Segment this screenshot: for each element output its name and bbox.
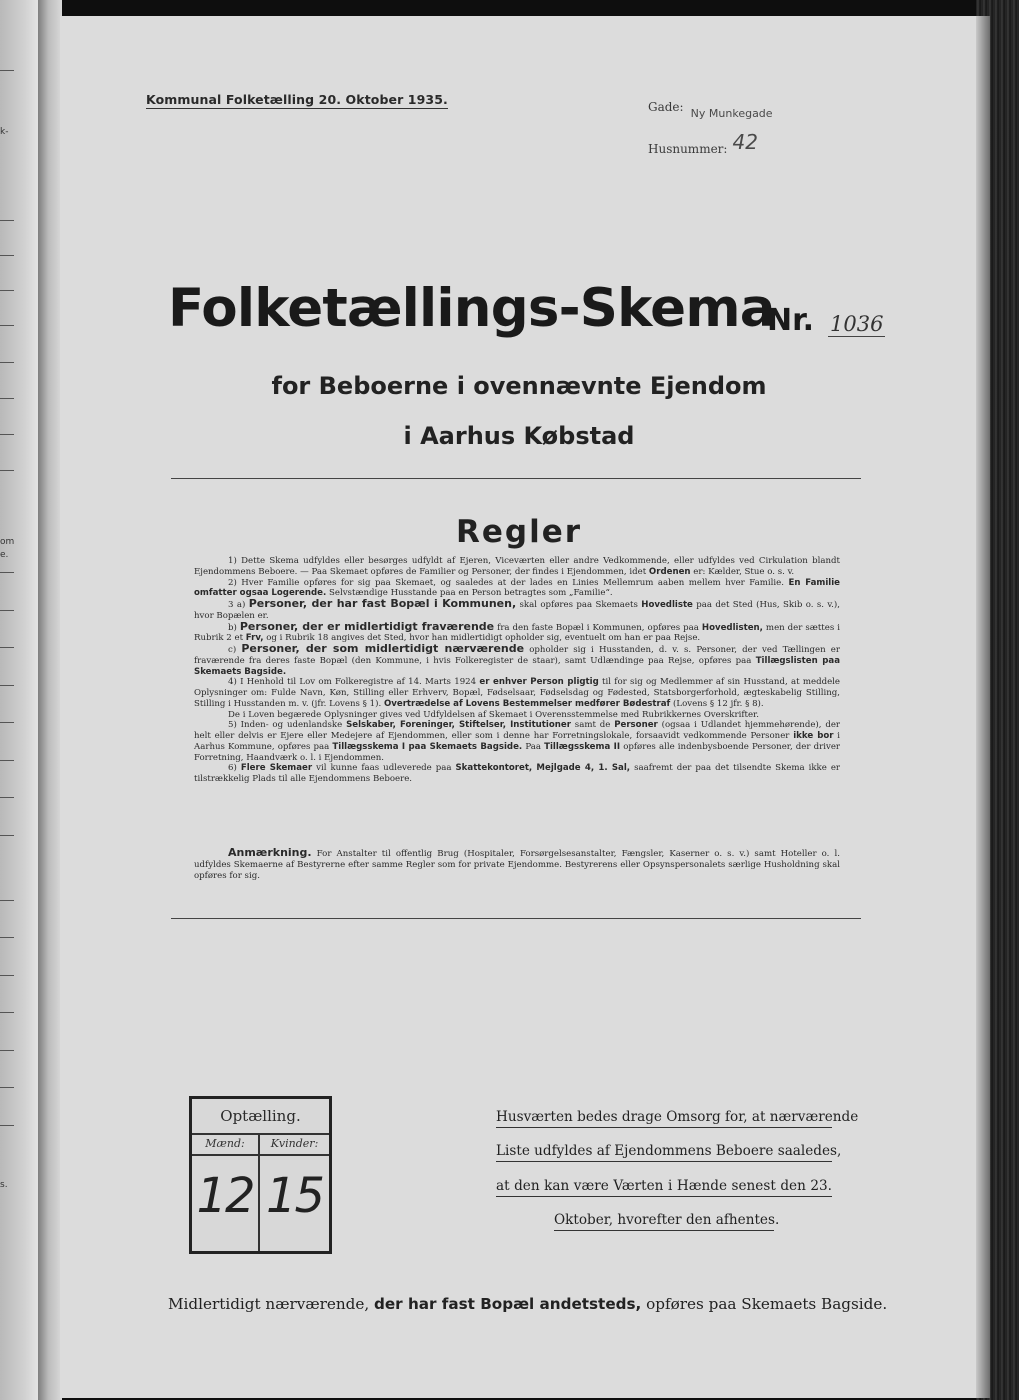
ruling-mark: [0, 975, 14, 976]
page-fragment-text: s.: [0, 1180, 8, 1190]
divider-top: [171, 478, 861, 479]
footer-part-1: Midlertidigt nærværende,: [168, 1295, 370, 1313]
count-box: [189, 1096, 332, 1254]
page-edge-sliver: [976, 16, 990, 1398]
remark-paragraph: [194, 848, 840, 881]
ruling-mark: [0, 937, 14, 938]
rule-4: 4) I Henhold til Lov om Folkeregistre af 14. Marts 1924 er enhver Person pligtig til for sig og Medlemmer af sin Husstand, at meddele Oplysninger om: Fulde Navn, Køn, Stilling eller Erhverv, Bopæl, Fødselsaar, Fødselsdag og Fødested, Statsborgerforhold, ægteskabelig Stilling, Stilling i Husstanden m. v. (jfr. Lovens § 1). Overtrædelse af Lovens Bestemmelser medfører Bødestraf (Lovens § 12 jfr. § 8).: [194, 677, 841, 709]
form-subtitle-2: i Aarhus Købstad: [403, 422, 635, 450]
men-count: 12: [196, 1168, 254, 1224]
house-number-value: 42: [732, 130, 758, 154]
rule-4-continued: De i Loven begærede Oplysninger gives ved Udfyldelsen af Skemaet i Overensstemmelse med Rubrikkernes Overskrifter.: [228, 709, 759, 720]
previous-page-edge: [0, 0, 38, 1400]
women-count: 15: [265, 1168, 324, 1224]
footer-part-2: der har fast Bopæl andetsteds,: [374, 1295, 642, 1313]
ruling-mark: [0, 797, 14, 798]
rule-1: 1) Dette Skema udfyldes eller besørges udfyldt af Ejeren, Viceværten eller andre Vedkommende, eller udfyldes ved Cirkulation blandt Ejendommens Beboere. — Paa Skemaet opføres de Familier og Personer, der findes i Ejendommen, idet Ordenen er: Kælder, Stue o. s. v.: [194, 556, 840, 577]
street-value: Ny Munkegade: [690, 107, 773, 120]
street-label: Gade:: [648, 100, 684, 114]
ruling-mark: [0, 1050, 14, 1051]
rule-3a: 3 a) Personer, der har fast Bopæl i Kommunen, skal opføres paa Skemaets Hovedliste paa det Sted (Hus, Skib o. s. v.), hvor Bopælen er.: [194, 597, 840, 621]
book-page-edges: [976, 0, 1019, 1400]
instruction-line-2: Liste udfyldes af Ejendommens Beboere saaledes,: [496, 1143, 832, 1162]
page-fragment-text: om: [0, 537, 15, 547]
street-field: [648, 96, 773, 120]
footer-part-3: opføres paa Skemaets Bagside.: [646, 1295, 888, 1313]
rule-3c: c) Personer, der som midlertidigt nærværende opholder sig i Husstanden, d. v. s. Personer, der ved Tællingen er fraværende fra deres faste Bopæl (den Kommune, i hvis Folkeregister de staar), samt Udlændinge paa Rejse, opføres paa Tillægslisten paa Skemaets Bagside.: [194, 642, 840, 677]
ruling-mark: [0, 325, 14, 326]
form-title: Folketællings-Skema: [168, 278, 775, 339]
instruction-line-4: Oktober, hvorefter den afhentes.: [554, 1212, 774, 1231]
ruling-mark: [0, 647, 14, 648]
rule-2: 2) Hver Familie opføres for sig paa Skemaet, og saaledes at der lades en Linies Mellemrum aaben mellem hver Familie. En Familie omfatter ogsaa Logerende. Selvstændige Husstande paa en Person betragtes som „Familie“.: [194, 577, 840, 599]
women-column: [260, 1133, 329, 1251]
rule-6: 6) Flere Skemaer vil kunne faas udleverede paa Skattekontoret, Mejlgade 4, 1. Sal, saafremt der paa det tilsendte Skema ikke er tilstrækkelig Plads til alle Ejendommens Beboere.: [194, 763, 841, 784]
rules-heading: Regler: [455, 514, 583, 550]
book-gutter: [38, 0, 62, 1400]
ruling-mark: [0, 760, 14, 761]
form-number-value: 1036: [830, 312, 884, 336]
instruction-line-3: at den kan være Værten i Hænde senest den 23.: [496, 1178, 832, 1197]
men-column: [192, 1133, 260, 1251]
ruling-mark: [0, 835, 14, 836]
form-subtitle-1: for Beboerne i ovennævnte Ejendom: [271, 372, 767, 400]
rule-3b: b) Personer, der er midlertidigt fraværende fra den faste Bopæl i Kommunen, opføres paa Hovedlisten, men der sættes i Rubrik 2 et Frv, og i Rubrik 18 angives det Sted, hvor han midlertidigt opholder sig, eventuelt om han er paa Rejse.: [194, 619, 840, 644]
count-box-title: Optælling.: [192, 1099, 329, 1135]
instruction-line-1: Husværten bedes drage Omsorg for, at nærværende: [496, 1109, 832, 1128]
page-fragment-text: k-: [0, 127, 9, 137]
ruling-mark: [0, 1087, 14, 1088]
ruling-mark: [0, 255, 14, 256]
rule-5: 5) Inden- og udenlandske Selskaber, Foreninger, Stiftelser, Institutioner samt de Personer (ogsaa i Udlandet hjemmehørende), der helt eller delvis er Ejere eller Medejere af Ejendommen, eller som i denne har Forretningslokale, forsaavidt vedkommende Personer ikke bor i Aarhus Kommune, opføres paa Tillægsskema I paa Skemaets Bagside. Paa Tillægsskema II opføres alle indenbysboende Personer, der driver Forretning, Haandværk o. l. i Ejendommen.: [194, 720, 841, 763]
page-fragment-text: e.: [0, 550, 9, 560]
men-label: Mænd:: [192, 1133, 258, 1156]
ruling-mark: [0, 470, 14, 471]
women-label: Kvinder:: [260, 1133, 329, 1156]
footer-note: [168, 1295, 888, 1313]
ruling-mark: [0, 290, 14, 291]
ruling-mark: [0, 434, 14, 435]
divider-bottom: [171, 918, 861, 919]
ruling-mark: [0, 722, 14, 723]
ruling-mark: [0, 1012, 14, 1013]
remark-text: For Anstalter til offentlig Brug (Hospitaler, Forsørgelsesanstalter, Fængsler, Kaserner o. s. v.) samt Hoteller o. l. udfyldes Skemaerne af Bestyrerne efter samme Regler som for private Ejendomme. Bestyrerens eller Opsynspersonalets særlige Husholdning skal opføres for sig.: [194, 849, 841, 881]
ruling-mark: [0, 610, 14, 611]
ruling-mark: [0, 685, 14, 686]
ruling-mark: [0, 362, 14, 363]
ruling-mark: [0, 220, 14, 221]
ruling-mark: [0, 70, 14, 71]
rules-text: [194, 556, 840, 785]
ruling-mark: [0, 1125, 14, 1126]
ruling-mark: [0, 572, 14, 573]
census-date-header: Kommunal Folketælling 20. Oktober 1935.: [146, 92, 448, 107]
census-form-page: [60, 16, 978, 1398]
ruling-mark: [0, 398, 14, 399]
form-number-label: Nr.: [767, 303, 815, 338]
house-number-label: Husnummer:: [648, 142, 728, 156]
house-number-field: [648, 130, 758, 158]
ruling-mark: [0, 900, 14, 901]
remark-label: Anmærkning.: [228, 846, 312, 859]
